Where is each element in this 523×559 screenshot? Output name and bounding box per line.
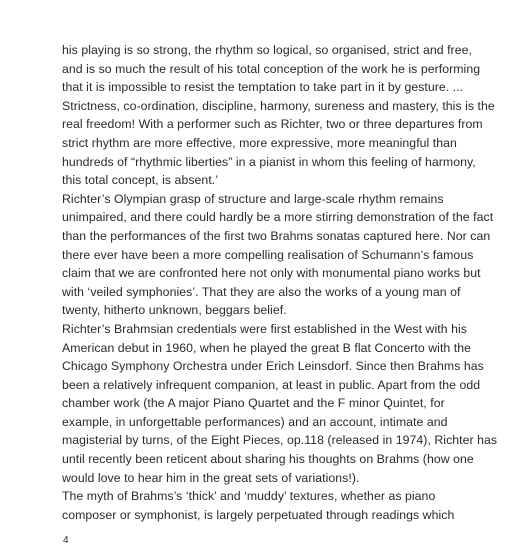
- text-line: chamber work (the A major Piano Quartet and the F minor Quintet, for: [62, 396, 445, 411]
- text-line: his playing is so strong, the rhythm so logical, so organised, strict and free,: [62, 43, 472, 57]
- text-line: with ‘veiled symphonies’. That they are also the works of a young man of: [62, 284, 461, 299]
- text-line: example, in unforgettable performances) and an account, intimate and: [62, 414, 448, 429]
- text-line: Richter’s Olympian grasp of structure and large-scale rhythm remains: [62, 191, 444, 206]
- text-line: American debut in 1960, when he played the great B flat Concerto with the: [62, 340, 472, 355]
- text-line: until recently been reticent about sharing his thoughts on Brahms (how one: [62, 452, 474, 467]
- text-line: The myth of Brahms’s ‘thick’ and ‘muddy’ textures, whether as piano: [62, 489, 436, 504]
- text-line: strict rhythm are more effective, more expressive, more meaningful than: [62, 135, 457, 150]
- text-line: claim that we are confronted here not only with monumental piano works but: [62, 266, 481, 281]
- text-line: hundreds of “rhythmic liberties” in a pianist in whom this feeling of harmony,: [62, 154, 476, 169]
- page-number: 4: [63, 535, 69, 546]
- text-line: there ever have been a more compelling realisation of Schumann’s famous: [62, 247, 474, 262]
- text-line: unimpaired, and there could hardly be a more stirring demonstration of the fact: [62, 210, 494, 225]
- text-line: been a relatively infrequent companion, at least in public. Apart from the odd: [62, 377, 481, 392]
- text-line: Chicago Symphony Orchestra under Erich Leinsdorf. Since then Brahms has: [62, 359, 484, 374]
- text-line: that it is impossible to resist the temptation to take part in it by gesture. ...: [62, 80, 464, 95]
- text-line: magisterial by turns, of the Eight Pieces, op.118 (released in 1974), Richter has: [62, 433, 498, 448]
- text-line: twenty, hitherto unknown, beggars belief.: [62, 303, 287, 318]
- text-line: composer or symphonist, is largely perpetuated through readings which: [62, 507, 455, 522]
- text-line: and is so much the result of his total conception of the work he is performing: [62, 61, 481, 76]
- text-line: would love to hear him in the great sets of variations!).: [62, 470, 360, 485]
- text-line: Strictness, co-ordination, discipline, harmony, sureness and mastery, this is the: [62, 98, 495, 113]
- text-line: than the performances of the first two Brahms sonatas captured here. Nor can: [62, 228, 491, 243]
- text-line: this total concept, is absent.’: [62, 173, 219, 188]
- body-text: [62, 41, 502, 524]
- text-line: real freedom! With a performer such as Richter, two or three departures from: [62, 117, 483, 132]
- text-line: Richter’s Brahmsian credentials were first established in the West with his: [62, 321, 467, 336]
